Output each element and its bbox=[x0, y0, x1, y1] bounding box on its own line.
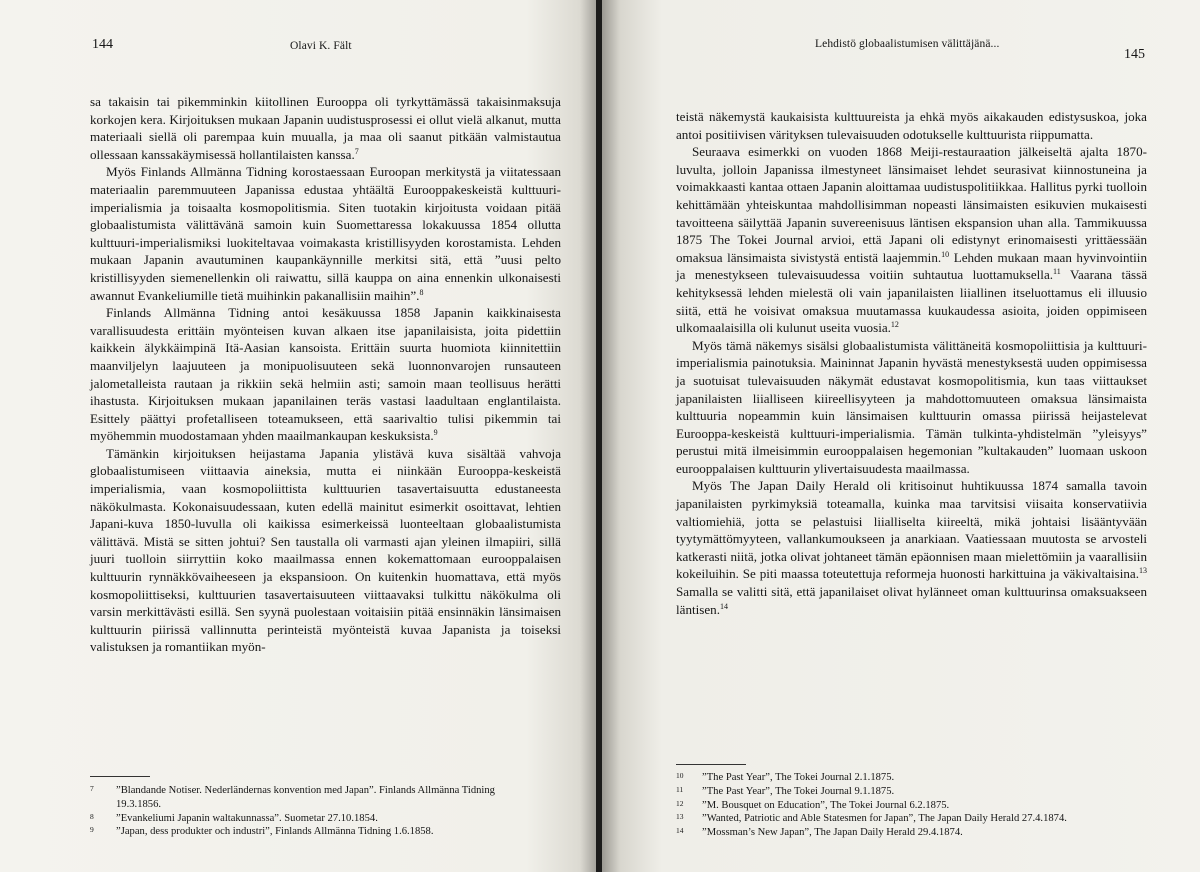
footnote bbox=[90, 812, 561, 826]
footnote-text: ”Evankeliumi Japanin waltakunnassa”. Suometar 27.10.1854. bbox=[116, 812, 378, 824]
left-page bbox=[0, 0, 598, 872]
footnote bbox=[676, 826, 1147, 840]
text-run: Tämänkin kirjoituksen heijastama Japania ylistävä kuva sisältää vahvoja globaalistumiseen viittaavia aineksia, mutta ei niinkään Eurooppa-keskeistä imperialismia, vaan kosmopoliittista kulttuurien tasavertaisuutta edustaneesta näkökulmasta. Kokonaisuudessaan, kuten edellä mainitut esimerkit osoittavat, lehtien Japani-kuva 1850-luvulla oli kaikissa esimerkeissä luonteeltaan globaalistumista välittävä. Mistä se sitten johtui? Sen taustalla oli varmasti ajan yleinen ilmapiiri, sillä juuri tuolloin siirryttiin koko maailmassa ennen kokemattomaan eurooppalaisen kulttuurin rynnäkkövaiheeseen ja ekspansioon. On kuitenkin huomattava, että myös kosmopoliittiseksi, kulttuurien tasavertaisuuteen viittaavaksi tulkittu näkökulma oli varsin merkittävästi esillä. Sen syynä puolestaan voitaisiin pitää ensinnäkin länsimaisen kulttuurin piirissä vallinnutta perinteistä myönteistä kuvaa Japanista ja toiseksi valistuksen ja romantiikan myön- bbox=[90, 445, 561, 655]
footnote bbox=[676, 785, 1147, 799]
footnote-continuation: 19.3.1856. bbox=[116, 798, 162, 810]
text-run: Seuraava esimerkki on vuoden 1868 Meiji-restauraation jälkeiseltä ajalta 1870-luvulta, jolloin Japanissa ilmestyneet länsimaiset lehdet seurasivat kiinnostuneina ja voimakkaasti kantaa ottaen Japanin aloittamaa uudistuspolitiikkaa. Hallitus pyrki tuolloin kehittämään yhteiskuntaa mahdollisimman nopeasti länsimaisten esikuvien mukaisesti tavoitteena säilyttää Japanin suvereenisuus läntisen ekspansion uhan alla. Tammikuussa 1875 The Tokei Journal arvioi, että Japani oli edistynyt erinomaisesti yrittäessään omaksua länsimaista sivistystä entistä laajemmin. bbox=[676, 144, 1147, 265]
footnote-marker: 14 bbox=[676, 826, 684, 836]
text-run: sa takaisin tai pikemminkin kiitollinen Eurooppa oli tyrkyttämässä takaisinmaksuja korkojen kera. Kirjoituksen mukaan Japanin uudistusprosessi ei ollut vielä alkanut, mutta materiaali siellä oli parempaa kuin muualla, ja maa oli saanut pitkään valmistautua ollessaan kanssakäymisessä hollantilaisten kanssa. bbox=[90, 94, 561, 162]
footnote-reference: 10 bbox=[941, 249, 950, 259]
right-page bbox=[602, 0, 1200, 872]
footnotes bbox=[676, 771, 1147, 840]
footnote-text: ”The Past Year”, The Tokei Journal 9.1.1875. bbox=[702, 785, 895, 797]
footnote-marker: 11 bbox=[676, 784, 684, 794]
text-run: teistä näkemystä kaukaisista kulttuureista ja ehkä myös aikakauden edistysuskoa, joka antoi positiivisen värityksen tulevaisuuden odotukselle kulttuurista riippumatta. bbox=[676, 109, 1147, 142]
footnote-text: ”Wanted, Patriotic and Able Statesmen for Japan”, The Japan Daily Herald 27.4.1874. bbox=[702, 813, 1067, 825]
footnotes bbox=[90, 784, 561, 839]
footnote-reference: 14 bbox=[720, 601, 728, 611]
paragraph bbox=[676, 108, 1147, 143]
footnote bbox=[676, 799, 1147, 813]
text-run: Myös Finlands Allmänna Tidning korostaessaan Euroopan merkitystä ja viitatessaan materiaalin paremmuuteen Japanissa edustaa yhtäältä Eurooppakeskeistä kulttuuri-imperialismia ja toisaalta kosmopolitismia. Siten tuotakin kirjoitusta voidaan pitää globaalistumista välittävänä samoin kuin Suomettaressa lokakuussa 1854 ollutta kulttuuri-imperialismiksi luokiteltavaa voimakasta kristillisyyden korostamista. Lehden mukaan Japanin avautuminen kaupankäynnille merkitsi sitä, että ”uusi pelto kristillisyyden siemenellenkin oli raiwattu, sillä kauppa on aina ennenkin ulkonaisesti awannut Evankeliumille tietä muihinkin pakanallisiin maihin”. bbox=[90, 164, 561, 303]
footnote-text: ”The Past Year”, The Tokei Journal 2.1.1875. bbox=[702, 772, 895, 783]
text-run: Lehden mukaan maan hyvinvointiin ja menestykseen tulevaisuudessa voitiin suhtautua luottamuksella. bbox=[676, 249, 1147, 283]
footnote-reference: 9 bbox=[433, 428, 438, 438]
footnote bbox=[90, 825, 561, 839]
paragraph bbox=[90, 163, 561, 304]
footnote bbox=[676, 812, 1147, 826]
footnote-text: ”Japan, dess produkter och industri”, Finlands Allmänna Tidning 1.6.1858. bbox=[116, 826, 434, 838]
text-run: Finlands Allmänna Tidning antoi kesäkuussa 1858 Japanin kaikkinaisesta varallisuudesta erittäin myönteisen kuvan alkaen itse japanilaisista, joita pidettiin kaikkein älykkäimpinä Itä-Aasian kansoista. Erittäin suurta huomiota kiinnitettiin maanviljelyn laajuuteen ja monipuolisuuteen sekä luonnonvarojen runsauteen jalometalleista rautaan ja rikkiin sekä helmiin asti; samoin maan teollisuus herätti ihastusta. Kirjoituksen mukaan japanilainen teräs vastasi laadultaan englantilaista. Esittely päättyi profetalliseen toteamukseen, että saarivaltio tulisi pikemmin tai myöhemmin muodostamaan yhden maailmankaupan keskuksista. bbox=[90, 305, 561, 444]
footnote-marker: 13 bbox=[676, 812, 684, 822]
footnote-marker: 8 bbox=[90, 811, 94, 821]
text-run: Myös The Japan Daily Herald oli kritisoinut huhtikuussa 1874 samalla tavoin japanilaisten pyrkimyksiä toteamalla, kuinka maa tarvitsisi viisaita konservatiivia valtiomiehiä, jotta se pelastuisi liialliselta kiireeltä, mikä johtaisi lisääntyvään tyytymättömyyteen, vallankumoukseen ja anarkiaan. Vaatiessaan muutosta se arvosteli katkerasti niitä, jotka olivat johtaneet tämän epäonnisen maan mielettömiin ja vaarallisiin kokeiluihin. Se piti maassa toteutettuja reformeja huonosti harkittuina ja väkivaltaisina. bbox=[676, 478, 1147, 582]
paragraph bbox=[90, 304, 561, 445]
page-number: 144 bbox=[92, 37, 113, 52]
footnote-marker: 10 bbox=[676, 771, 684, 780]
footnote-text: ”Blandande Notiser. Nederländernas konvention med Japan”. Finlands Allmänna Tidning bbox=[116, 785, 495, 796]
footnote-rule bbox=[90, 776, 150, 777]
footnote bbox=[676, 771, 1147, 785]
body-text bbox=[676, 108, 1147, 618]
footnote-reference: 8 bbox=[419, 287, 424, 297]
paragraph bbox=[676, 143, 1147, 337]
footnote-rule bbox=[676, 764, 746, 765]
footnote-marker: 7 bbox=[90, 784, 94, 793]
footnote-reference: 7 bbox=[354, 146, 359, 156]
footnote bbox=[90, 784, 561, 798]
footnote-reference: 13 bbox=[1139, 566, 1147, 576]
footnote-reference: 12 bbox=[890, 320, 899, 330]
paragraph bbox=[90, 93, 561, 163]
text-run: Samalla se valitti sitä, että japanilaiset olivat hylänneet oman kulttuurinsa omaksuakseen läntisen. bbox=[676, 584, 1147, 617]
paragraph bbox=[676, 477, 1147, 618]
footnote-marker: 9 bbox=[90, 825, 94, 835]
footnote-marker: 12 bbox=[676, 798, 684, 808]
running-head: Olavi K. Fält bbox=[290, 40, 352, 52]
paragraph bbox=[676, 337, 1147, 478]
paragraph bbox=[90, 445, 561, 656]
footnote-text: ”M. Bousquet on Education”, The Tokei Journal 6.2.1875. bbox=[702, 799, 950, 811]
text-run: Myös tämä näkemys sisälsi globaalistumista välittäneitä kosmopoliittisia ja kulttuuri-imperialismia painotuksia. Maininnat Japanin hyvästä menestyksestä uuden oppimisessa ja suotuisat tulevaisuuden näkymät edustavat kosmopolitismia, kun taas viittaukset japanilaisten liialliseen kiireellisyyteen ja mahdottomuuteen omaksua länsimaista kulttuuria nopeammin kuin länsimaisen kulttuurin omassa piirissä heijastelevat Eurooppa-keskeistä kulttuuri-imperialismia. Tämän tulkinta-yhdistelmän ”yleisyys” perustui mitä ilmeisimmin eurooppalaisen hegemonian ”kultakauden” luomaan uskoon eurooppalaisen kulttuurin ylivertaisuudesta maailmassa. bbox=[676, 337, 1147, 476]
text-run: Vaarana tässä kehityksessä lehden mielestä oli vain japanilaisten liiallinen itseluottamus eli illuusio siitä, että he voisivat omaksua muutamassa kuukaudessa asioita, joiden oppimiseen ulkomaalaisilla oli kulunut useita vuosia. bbox=[676, 267, 1148, 336]
running-head: Lehdistö globaalistumisen välittäjänä... bbox=[815, 38, 1000, 50]
footnote-text: ”Mossman’s New Japan”, The Japan Daily Herald 29.4.1874. bbox=[702, 827, 963, 839]
page-number: 145 bbox=[1124, 47, 1145, 62]
body-text bbox=[90, 93, 561, 656]
footnote-reference: 11 bbox=[1053, 267, 1061, 277]
